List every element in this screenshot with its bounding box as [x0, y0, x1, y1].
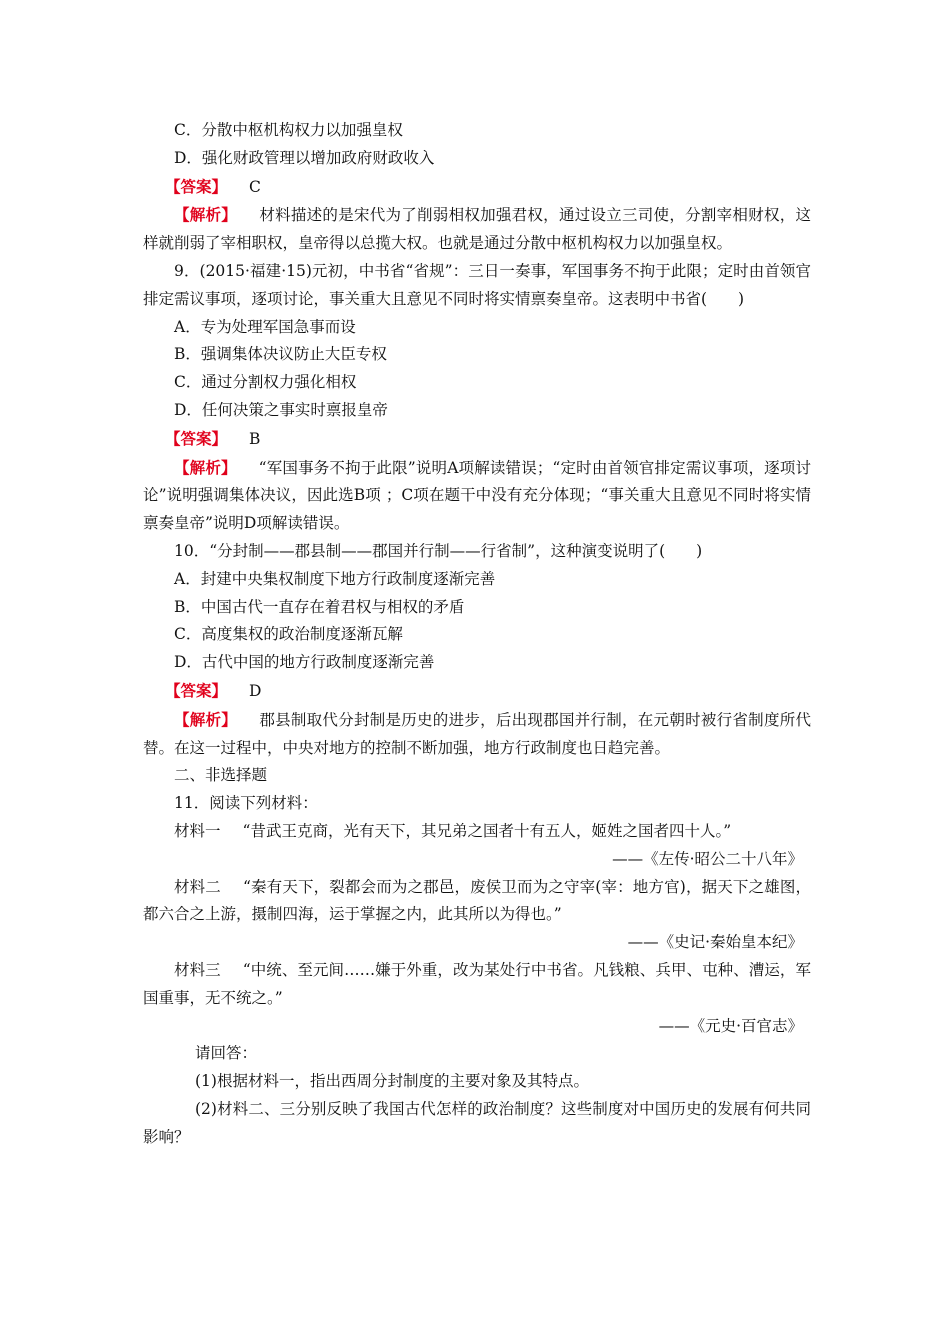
q10-option-a: A．封建中央集权制度下地方行政制度逐渐完善	[174, 569, 496, 588]
material-1-source: ——《左传·昭公二十八年》	[612, 849, 803, 868]
q10-answer-row	[143, 677, 811, 706]
q8-option-c: C．分散中枢机构权力以加强皇权	[174, 121, 403, 139]
answer-tag: 【答案】	[165, 680, 228, 700]
q11-sub-2: (2)材料二、三分别反映了我国古代怎样的政治制度？这些制度对中国历史的发展有何共同影响？	[143, 1099, 811, 1146]
q9-answer: B	[249, 429, 261, 448]
document-body	[143, 117, 811, 1151]
q10-analysis	[143, 706, 811, 763]
q8-analysis	[143, 201, 811, 258]
material-3-text: “中统、至元间……嫌于外重，改为某处行中书省。凡钱粮、兵甲、屯种、漕运，军国重事，无不统之。”	[143, 960, 811, 1007]
q11-material-2	[143, 874, 811, 930]
material-1-label: 材料一	[174, 821, 221, 840]
q9-analysis-text: “军国事务不拘于此限”说明A项解读错误；“定时由首领官排定需议事项，逐项讨论”说明强调集体决议，因此选B项 ；C项在题干中没有充分体现；“事关重大且意见不同时将实情禀奏皇帝”说明D项解读错误。	[143, 458, 811, 533]
material-2-source: ——《史记·秦始皇本纪》	[627, 933, 803, 952]
q11-prompt: 请回答：	[195, 1044, 258, 1063]
q9-analysis	[143, 454, 811, 538]
q10-option-b: B．中国古代一直存在着君权与相权的矛盾	[174, 597, 465, 616]
analysis-tag: 【解析】	[174, 205, 238, 225]
q8-option-d: D．强化财政管理以增加政府财政收入	[174, 148, 435, 167]
q9-answer-row	[143, 425, 811, 454]
material-1-text: “昔武王克商，光有天下，其兄弟之国者十有五人，姬姓之国者四十人。”	[242, 821, 732, 840]
q11-material-1	[143, 818, 811, 846]
answer-tag: 【答案】	[165, 428, 228, 448]
material-3-source: ——《元史·百官志》	[658, 1016, 803, 1035]
q9-stem: 9．(2015·福建·15)元初，中书省“省规”：三日一奏事，军国事务不拘于此限；定时由首领官排定需议事项，逐项讨论，事关重大且意见不同时将实情禀奏皇帝。这表明中书省( )	[143, 261, 811, 308]
q9-option-b: B．强调集体决议防止大臣专权	[174, 345, 387, 364]
q10-option-c: C．高度集权的政治制度逐渐瓦解	[174, 625, 403, 644]
q8-answer: C	[249, 177, 261, 196]
q11-material-3	[143, 957, 811, 1013]
q9-option-a: A．专为处理军国急事而设	[174, 317, 356, 336]
section-heading: 二、非选择题	[174, 766, 268, 785]
analysis-tag: 【解析】	[174, 709, 238, 729]
material-2-label: 材料二	[174, 877, 221, 896]
q10-answer: D	[249, 681, 262, 700]
q9-option-d: D．任何决策之事实时禀报皇帝	[174, 400, 388, 419]
q11-stem: 11．阅读下列材料：	[174, 794, 318, 813]
material-2-text: “秦有天下，裂都会而为之郡邑，废侯卫而为之守宰(宰：地方官)，据天下之雄图，都六合之上游，摄制四海，运于掌握之内，此其所以为得也。”	[143, 877, 811, 924]
q9-option-c: C．通过分割权力强化相权	[174, 373, 357, 392]
q11-sub-1: (1)根据材料一，指出西周分封制度的主要对象及其特点。	[195, 1072, 589, 1091]
analysis-tag: 【解析】	[174, 457, 237, 477]
q10-stem: 10．“分封制——郡县制——郡国并行制——行省制”，这种演变说明了( )	[174, 541, 703, 560]
material-3-label: 材料三	[174, 960, 221, 979]
q8-analysis-text: 材料描述的是宋代为了削弱相权加强君权，通过设立三司使，分割宰相财权，这样就削弱了宰相职权，皇帝得以总揽大权。也就是通过分散中枢机构权力以加强皇权。	[143, 206, 811, 253]
q8-answer-row	[143, 173, 811, 202]
q10-option-d: D．古代中国的地方行政制度逐渐完善	[174, 653, 435, 672]
answer-tag: 【答案】	[165, 176, 228, 196]
q10-analysis-text: 郡县制取代分封制是历史的进步，后出现郡国并行制，在元朝时被行省制度所代替。在这一过程中，中央对地方的控制不断加强，地方行政制度也日趋完善。	[143, 710, 811, 757]
